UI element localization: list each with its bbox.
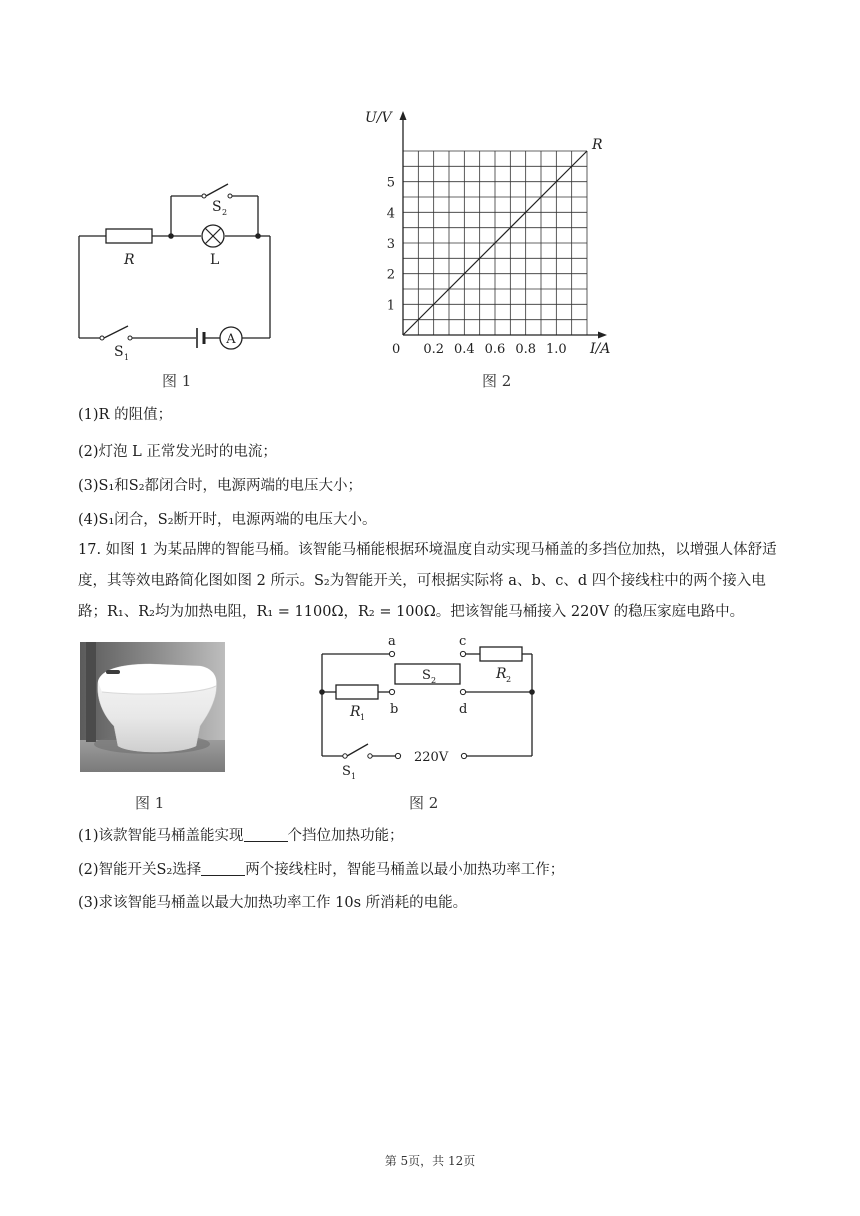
- q16-item-3: (3)S₁和S₂都闭合时，电源两端的电压大小；: [78, 478, 363, 494]
- answer-blank-1[interactable]: [244, 827, 288, 842]
- terminal-a: a: [388, 634, 396, 649]
- svg-text:2: 2: [431, 676, 437, 685]
- ammeter-symbol: [220, 327, 242, 349]
- q17-stem: 17. 如图 1 为某品牌的智能马桶。该智能马桶能根据环境温度自动实现马桶盖的多挡位加热，以增强人体舒适度，其等效电路简化图如图 2 所示。S₂为智能开关，可根据实际将 a、b、c、d 四个接线柱中的两个接入电路；R₁、R₂均为加热电阻，R₁ = 1100Ω，R₂ = 100Ω。把该智能马桶接入 220V 的稳压家庭电路中。: [78, 542, 777, 620]
- y-tick-label: 2: [386, 267, 395, 283]
- y-tick-label: 5: [386, 175, 395, 191]
- x-tick-label: 0.8: [515, 342, 537, 357]
- voltage-label: 220V: [414, 750, 449, 765]
- lamp-label: L: [210, 252, 220, 268]
- svg-text:A: A: [226, 332, 236, 347]
- q17-figure2-circuit: [310, 632, 550, 782]
- line-label-r: R: [592, 137, 603, 153]
- origin-label: 0: [392, 342, 401, 357]
- svg-text:1: 1: [351, 772, 357, 781]
- q16-item-4: (4)S₁闭合，S₂断开时，电源两端的电压大小。: [78, 512, 377, 528]
- terminal-c: c: [459, 634, 467, 649]
- terminal-d: d: [459, 702, 468, 717]
- y-tick-label: 4: [386, 206, 395, 222]
- figure1-caption: 图 1: [162, 372, 192, 390]
- smart-toilet-photo: [80, 642, 225, 772]
- x-tick-label: 0.2: [423, 342, 445, 357]
- resistor-r: [106, 229, 152, 243]
- page-footer: 第 5页，共 12页: [384, 1154, 476, 1168]
- x-tick-label: 0.4: [453, 342, 475, 357]
- figure2-ui-graph: [355, 105, 625, 363]
- s2-sub: 2: [222, 208, 228, 217]
- q17-item-2: (2)智能开关S₂选择 两个接线柱时，智能马桶盖以最小加热功率工作；: [78, 862, 565, 878]
- x-tick-label: 1.0: [545, 342, 567, 357]
- s1-switch-label: S: [342, 764, 351, 779]
- y-axis-label: U/V: [365, 110, 392, 126]
- q17-item-1: (1)该款智能马桶盖能实现 个挡位加热功能；: [78, 828, 404, 844]
- answer-blank-2[interactable]: [201, 861, 245, 876]
- s2-box-label: S: [422, 668, 431, 683]
- x-axis-arrow: [598, 332, 607, 339]
- s1-label: S: [114, 344, 124, 360]
- x-tick-label: 0.6: [484, 342, 506, 357]
- r2-label: R: [496, 666, 507, 682]
- figure2-caption: 图 2: [482, 372, 512, 390]
- y-axis-arrow: [400, 111, 407, 120]
- s2-label: S: [212, 199, 222, 215]
- terminal-b: b: [390, 702, 399, 717]
- svg-text:2: 2: [506, 675, 512, 684]
- y-tick-label: 1: [386, 298, 395, 314]
- q17-item-3: (3)求该智能马桶盖以最大加热功率工作 10s 所消耗的电能。: [78, 895, 468, 911]
- s1-sub: 1: [124, 353, 130, 362]
- lamp-symbol: [202, 225, 224, 247]
- q16-item-1: (1)R 的阻值；: [78, 407, 173, 423]
- q17-figure1-caption: 图 1: [135, 794, 165, 812]
- resistor-label: R: [124, 252, 135, 268]
- y-tick-label: 3: [386, 237, 395, 252]
- q16-item-2: (2)灯泡 L 正常发光时的电流；: [78, 444, 277, 460]
- r1-label: R: [350, 704, 361, 720]
- x-axis-label: I/A: [590, 341, 611, 357]
- svg-text:1: 1: [360, 713, 366, 722]
- q17-figure2-caption: 图 2: [409, 794, 439, 812]
- figure1-circuit: [70, 170, 290, 370]
